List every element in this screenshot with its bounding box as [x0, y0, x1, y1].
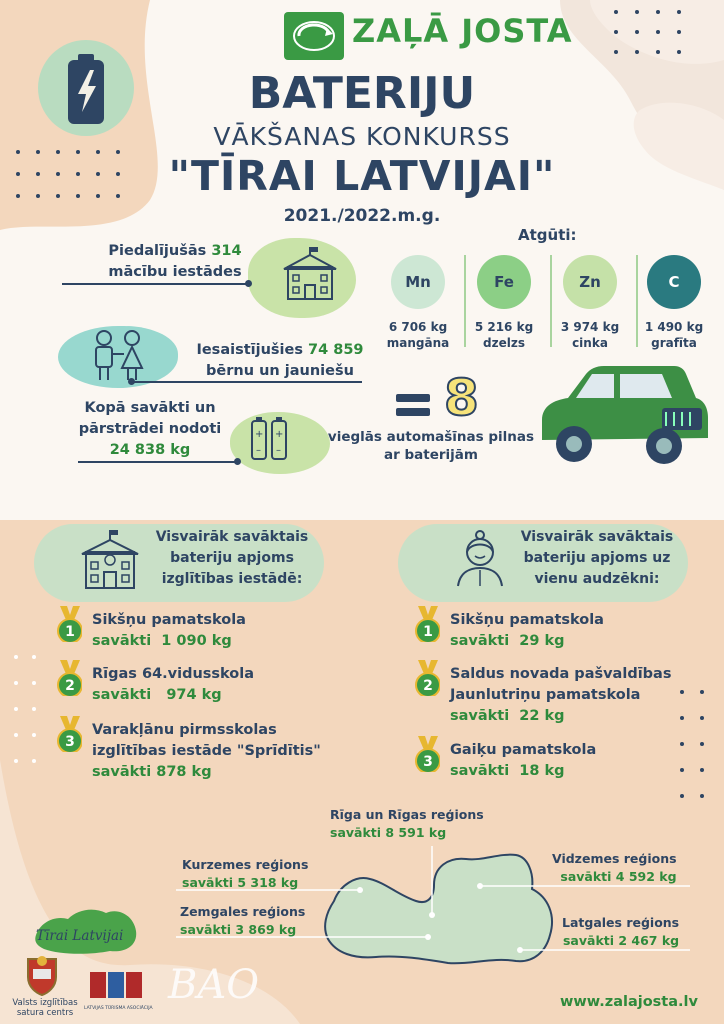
ranking-student-title: Visvairāk savāktais bateriju apjoms uz vienu audzēkni: — [520, 529, 674, 587]
ranking-name: Saldus novada pašvaldības — [450, 666, 672, 682]
region-vidzeme: Vidzemes reģions savākti 4 592 kg — [552, 851, 677, 884]
region-zemgale: Zemgales reģions savākti 3 869 kg — [180, 904, 306, 937]
metal-name: mangāna — [386, 336, 450, 350]
ranking-amount: savākti 974 kg — [92, 687, 222, 703]
metal-amount: 5 216 kg — [474, 320, 534, 334]
metal-symbol: C — [647, 255, 701, 309]
metal-symbol: Zn — [563, 255, 617, 309]
region-latgale: Latgales reģions savākti 2 467 kg — [562, 915, 680, 948]
coat-of-arms-icon — [20, 953, 64, 997]
metal-name: dzelzs — [483, 336, 525, 350]
metal-amount: 1 490 kg — [644, 320, 704, 334]
ranking-name: Sikšņu pamatskola — [92, 612, 246, 628]
svg-text:+: + — [275, 429, 284, 440]
ranking-name: Sikšņu pamatskola — [450, 612, 604, 628]
ranking-amount: savākti 22 kg — [450, 708, 565, 724]
metal-symbol: Mn — [391, 255, 445, 309]
metal-symbol: Fe — [477, 255, 531, 309]
cars-text: vieglās automašīnas pilnas ar baterijām — [327, 429, 535, 463]
svg-text:–: – — [256, 445, 261, 456]
medal-rank: 1 — [423, 624, 433, 640]
metal-amount: 3 974 kg — [560, 320, 620, 334]
ranking-name: Gaiķu pamatskola — [450, 742, 597, 758]
region-kurzeme: Kurzemes reģions savākti 5 318 kg — [182, 857, 309, 890]
stat-collected: Kopā savākti un pārstrādei nodoti 24 838 kg — [78, 400, 222, 458]
ranking-name: Varakļānu pirmsskolas — [92, 722, 277, 738]
metal-name: grafīta — [651, 336, 697, 350]
vis-logo-text: Valsts izglītības satura centrs — [12, 998, 78, 1018]
lta-text: LATVIJAS TŪRISMA ASOCIĀCIJA — [84, 1006, 153, 1011]
metal-amount: 6 706 kg — [388, 320, 448, 334]
svg-text:–: – — [276, 445, 281, 456]
title-batteries: BATERIJU — [248, 68, 476, 119]
cars-number: 8 — [444, 369, 479, 427]
ranking-name: izglītības iestāde "Sprīdītis" — [92, 743, 321, 759]
brand-name: ZAĻĀ JOSTA — [352, 12, 573, 50]
region-riga: Rīga un Rīgas reģions savākti 8 591 kg — [330, 807, 484, 840]
title-tirai-latvijai: "TĪRAI LATVIJAI" — [168, 152, 556, 200]
ranking-amount: savākti 1 090 kg — [92, 633, 232, 649]
medal-rank: 2 — [423, 678, 433, 694]
medal-rank: 3 — [423, 754, 433, 770]
medal-rank: 1 — [65, 624, 75, 640]
tirai-latvijai-text: Tīrai Latvijai — [36, 928, 124, 944]
stat-children: Iesaistījušies 74 859 bērnu un jauniešu — [196, 342, 364, 379]
svg-text:+: + — [255, 429, 264, 440]
metal-name: cinka — [572, 336, 608, 350]
website-link[interactable]: www.zalajosta.lv — [560, 994, 698, 1010]
lta-logo-icon — [86, 968, 146, 1008]
ranking-amount: savākti 18 kg — [450, 763, 565, 779]
medal-rank: 2 — [65, 678, 75, 694]
ranking-name: Rīgas 64.vidusskola — [92, 666, 255, 682]
bao-logo: BAO — [168, 962, 260, 1008]
school-year: 2021./2022.m.g. — [283, 206, 441, 226]
medal-rank: 3 — [65, 734, 75, 750]
title-competition: VĀKŠANAS KONKURSS — [213, 122, 511, 151]
ranking-name: Jaunlutriņu pamatskola — [450, 687, 641, 703]
ranking-institution-title: Visvairāk savāktais bateriju apjoms izglītības iestādē: — [155, 529, 309, 587]
recovered-title: Atgūti: — [518, 226, 577, 244]
ranking-amount: savākti 878 kg — [92, 764, 212, 780]
ranking-amount: savākti 29 kg — [450, 633, 565, 649]
stat-participants: Piedalījušās 314 mācību iestādes — [108, 243, 242, 280]
